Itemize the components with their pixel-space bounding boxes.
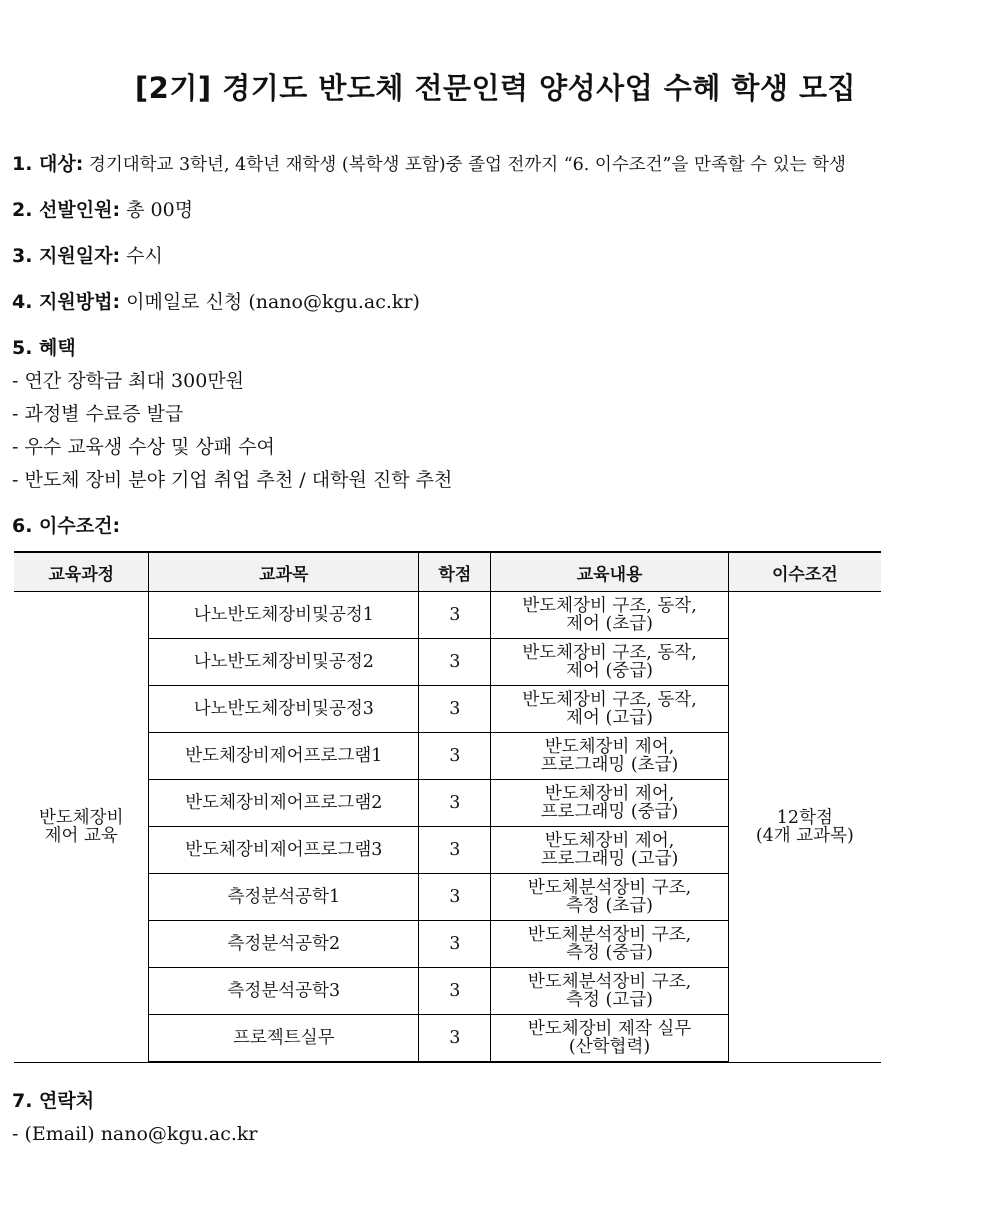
benefits-heading (12, 335, 76, 361)
benefit-item: - 우수 교육생 수상 및 상패 수여 (12, 436, 275, 458)
content-cell (491, 780, 728, 827)
header-credit: 학점 (419, 552, 491, 592)
selection-label: 2. 선발인원: (12, 199, 121, 221)
credit-cell: 3 (419, 780, 491, 827)
course-cell (14, 592, 149, 1063)
content-cell (491, 733, 728, 780)
condition-line: (4개 교과목) (755, 825, 854, 846)
target-label: 1. 대상: (12, 153, 84, 175)
content-line: 프로그래밍 (고급) (540, 849, 679, 869)
content-line: 반도체분석장비 구조, (527, 878, 692, 898)
contact-email: - (Email) nano@kgu.ac.kr (12, 1123, 258, 1145)
method-text: 이메일로 신청 (nano@kgu.ac.kr) (120, 291, 420, 313)
header-subject: 교과목 (149, 552, 419, 592)
curriculum-table (14, 551, 881, 1063)
content-cell (491, 592, 728, 639)
content-line: 반도체장비 제어, (544, 737, 675, 757)
content-line: (산학협력) (568, 1037, 651, 1057)
table-header-row (14, 552, 881, 592)
selection-text: 총 00명 (120, 199, 194, 221)
document-title: [2기] 경기도 반도체 전문인력 양성사업 수혜 학생 모집 (134, 71, 857, 105)
content-line: 반도체분석장비 구조, (527, 925, 692, 945)
content-cell (491, 968, 728, 1015)
method-label: 4. 지원방법: (12, 291, 121, 313)
conditions-heading (12, 513, 120, 539)
credit-cell: 3 (419, 874, 491, 921)
credit-cell: 3 (419, 733, 491, 780)
content-line: 반도체장비 제어, (544, 831, 675, 851)
selection-line (12, 197, 193, 223)
content-line: 프로그래밍 (중급) (540, 802, 679, 822)
content-line: 반도체장비 구조, 동작, (522, 596, 697, 616)
content-line: 반도체장비 제어, (544, 784, 675, 804)
header-condition: 이수조건 (728, 552, 881, 592)
conditions-label: 6. 이수조건: (12, 515, 121, 537)
course-line: 제어 교육 (44, 825, 118, 846)
credit-cell: 3 (419, 827, 491, 874)
period-label: 3. 지원일자: (12, 245, 121, 267)
contact-label: 7. 연락처 (12, 1090, 95, 1112)
period-line (12, 243, 163, 269)
credit-cell: 3 (419, 639, 491, 686)
subject-cell: 측정분석공학3 (149, 968, 419, 1015)
credit-cell: 3 (419, 1015, 491, 1063)
subject-cell: 나노반도체장비및공정3 (149, 686, 419, 733)
condition-cell (728, 592, 881, 1063)
subject-cell: 측정분석공학2 (149, 921, 419, 968)
content-line: 측정 (고급) (566, 990, 653, 1010)
benefits-label: 5. 혜택 (12, 337, 76, 359)
content-cell (491, 827, 728, 874)
target-line (12, 151, 846, 178)
condition-line: 12학점 (776, 807, 833, 828)
content-line: 프로그래밍 (초급) (540, 755, 679, 775)
credit-cell: 3 (419, 968, 491, 1015)
table-row (14, 592, 881, 639)
content-line: 측정 (중급) (566, 943, 653, 963)
credit-cell: 3 (419, 921, 491, 968)
content-line: 제어 (고급) (566, 708, 653, 728)
content-line: 반도체장비 제작 실무 (527, 1019, 692, 1039)
method-line (12, 289, 420, 315)
content-cell (491, 874, 728, 921)
benefit-item: - 과정별 수료증 발급 (12, 403, 184, 425)
content-line: 제어 (중급) (566, 661, 653, 681)
subject-cell: 나노반도체장비및공정2 (149, 639, 419, 686)
header-course: 교육과정 (14, 552, 149, 592)
content-line: 반도체장비 구조, 동작, (522, 690, 697, 710)
subject-cell: 반도체장비제어프로그램2 (149, 780, 419, 827)
benefit-item: - 연간 장학금 최대 300만원 (12, 370, 245, 392)
credit-cell: 3 (419, 592, 491, 639)
subject-cell: 반도체장비제어프로그램3 (149, 827, 419, 874)
credit-cell: 3 (419, 686, 491, 733)
content-cell (491, 639, 728, 686)
content-line: 제어 (초급) (566, 614, 653, 634)
subject-cell: 프로젝트실무 (149, 1015, 419, 1063)
subject-cell: 나노반도체장비및공정1 (149, 592, 419, 639)
content-line: 반도체장비 구조, 동작, (522, 643, 697, 663)
target-text: 경기대학교 3학년, 4학년 재학생 (복학생 포함)중 졸업 전까지 “6. 이수조건”을 만족할 수 있는 학생 (83, 155, 846, 175)
content-cell (491, 921, 728, 968)
content-line: 측정 (초급) (566, 896, 653, 916)
content-cell (491, 1015, 728, 1063)
benefit-item: - 반도체 장비 분야 기업 취업 추천 / 대학원 진학 추천 (12, 469, 453, 491)
subject-cell: 반도체장비제어프로그램1 (149, 733, 419, 780)
period-text: 수시 (120, 245, 163, 267)
content-cell (491, 686, 728, 733)
content-line: 반도체분석장비 구조, (527, 972, 692, 992)
course-line: 반도체장비 (38, 807, 124, 828)
header-content: 교육내용 (491, 552, 728, 592)
subject-cell: 측정분석공학1 (149, 874, 419, 921)
contact-heading (12, 1088, 94, 1114)
